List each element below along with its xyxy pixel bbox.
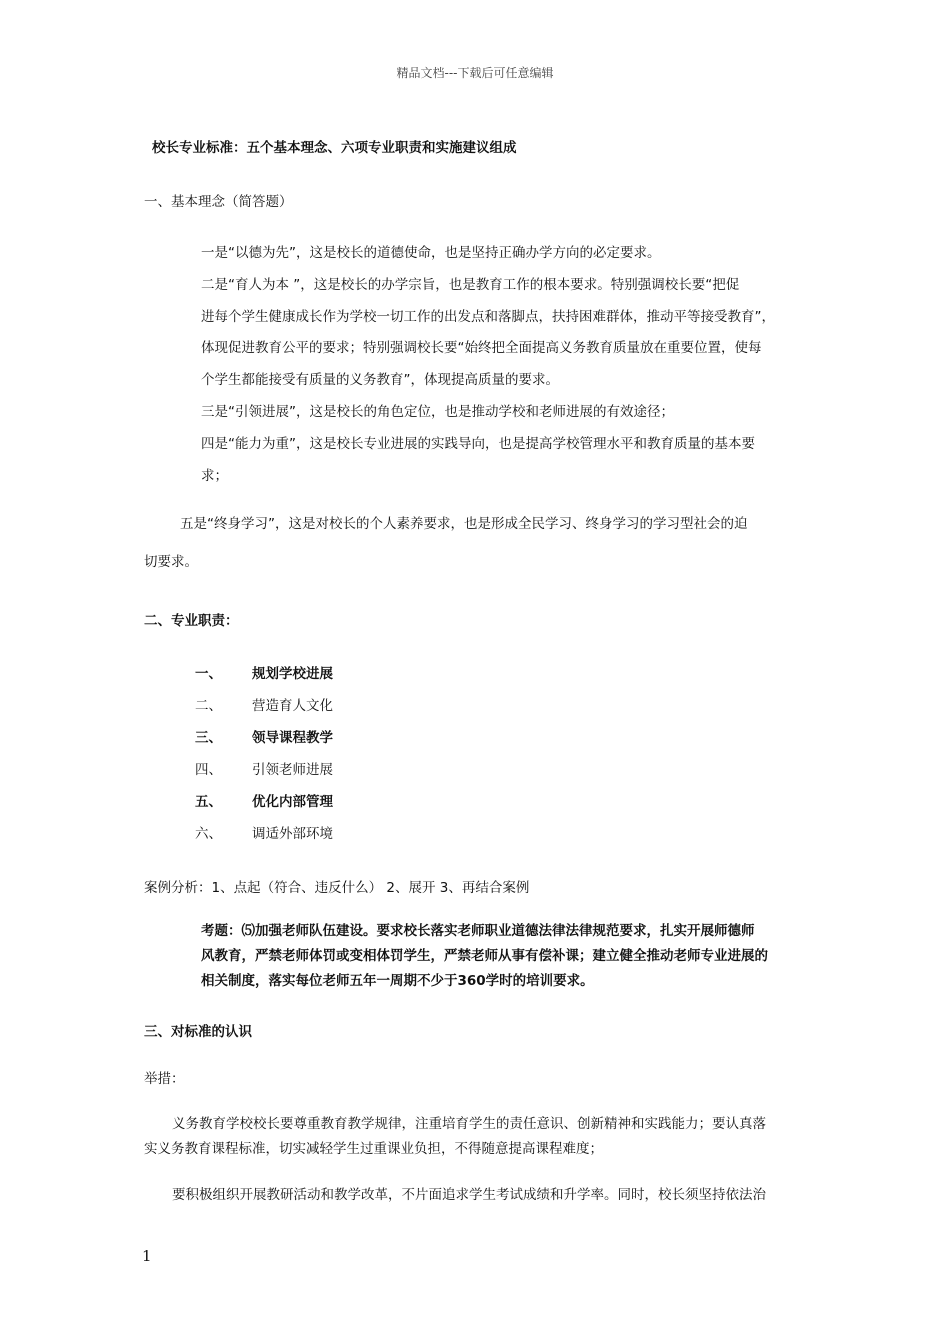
section2-heading: 二、专业职责： bbox=[144, 613, 239, 629]
page-number: 1 bbox=[142, 1247, 152, 1265]
duty-number: 一、 bbox=[195, 666, 222, 682]
exam-line: 风教育，严禁老师体罚或变相体罚学生，严禁老师从事有偿补课；建立健全推动老师专业进展的 bbox=[201, 948, 768, 964]
idea-line: 二是“育人为本 ”，这是校长的办学宗旨，也是教育工作的根本要求。特别强调校长要“把促 bbox=[201, 277, 740, 293]
duty-number: 五、 bbox=[195, 794, 222, 810]
duty-text: 领导课程教学 bbox=[252, 730, 333, 746]
duty-text: 引领老师进展 bbox=[252, 762, 333, 778]
duty-number: 二、 bbox=[195, 698, 222, 714]
measures-para1-line2: 实义务教育课程标准，切实减轻学生过重课业负担，不得随意提高课程难度； bbox=[144, 1141, 603, 1157]
duty-number: 六、 bbox=[195, 826, 222, 842]
measures-para2-line1: 要积极组织开展教研活动和教学改革，不片面追求学生考试成绩和升学率。同时，校长须坚持依法治 bbox=[172, 1187, 766, 1203]
exam-question bbox=[201, 919, 811, 994]
duty-number: 三、 bbox=[195, 730, 222, 746]
page-header: 精品文档---下载后可任意编辑 bbox=[396, 66, 554, 80]
duty-number: 四、 bbox=[195, 762, 222, 778]
measures-label: 举措： bbox=[144, 1071, 185, 1087]
idea-line: 求； bbox=[201, 468, 228, 484]
duty-item bbox=[195, 662, 333, 682]
exam-line: 相关制度，落实每位老师五年一周期不少于360学时的培训要求。 bbox=[201, 973, 594, 989]
measures-para1-line1: 义务教育学校校长要尊重教育教学规律，注重培育学生的责任意识、创新精神和实践能力；要认真落 bbox=[172, 1116, 766, 1132]
duty-item bbox=[195, 822, 333, 842]
duty-item bbox=[195, 694, 333, 714]
idea-line: 三是“引领进展”，这是校长的角色定位，也是推动学校和老师进展的有效途径； bbox=[201, 404, 674, 420]
section1-heading: 一、基本理念（简答题） bbox=[144, 194, 293, 210]
section3-heading: 三、对标准的认识 bbox=[144, 1024, 252, 1040]
case-analysis: 案例分析：1、点起（符合、违反什么） 2、展开 3、再结合案例 bbox=[144, 880, 530, 896]
idea-line: 进每个学生健康成长作为学校一切工作的出发点和落脚点，扶持困难群体，推动平等接受教育”， bbox=[201, 309, 775, 325]
duty-item bbox=[195, 726, 333, 746]
duty-text: 优化内部管理 bbox=[252, 794, 333, 810]
duty-item bbox=[195, 758, 333, 778]
idea-line: 四是“能力为重”，这是校长专业进展的实践导向，也是提高学校管理水平和教育质量的基本要 bbox=[201, 436, 755, 452]
document-title: 校长专业标准：五个基本理念、六项专业职责和实施建议组成 bbox=[152, 140, 517, 156]
exam-line: 考题：⑸加强老师队伍建设。要求校长落实老师职业道德法律法律规范要求，扎实开展师德师 bbox=[201, 923, 755, 939]
idea-line: 体现促进教育公平的要求；特别强调校长要“始终把全面提高义务教育质量放在重要位置，使每 bbox=[201, 340, 762, 356]
fifth-idea-line2: 切要求。 bbox=[144, 554, 198, 570]
duty-text: 调适外部环境 bbox=[252, 826, 333, 842]
duty-text: 规划学校进展 bbox=[252, 666, 333, 682]
duty-text: 营造育人文化 bbox=[252, 698, 333, 714]
idea-line: 一是“以德为先”，这是校长的道德使命，也是坚持正确办学方向的必定要求。 bbox=[201, 245, 661, 261]
duty-item bbox=[195, 790, 333, 810]
fifth-idea-line1: 五是“终身学习”，这是对校长的个人素养要求，也是形成全民学习、终身学习的学习型社会的迫 bbox=[180, 516, 748, 532]
idea-line: 个学生都能接受有质量的义务教育”，体现提高质量的要求。 bbox=[201, 372, 559, 388]
